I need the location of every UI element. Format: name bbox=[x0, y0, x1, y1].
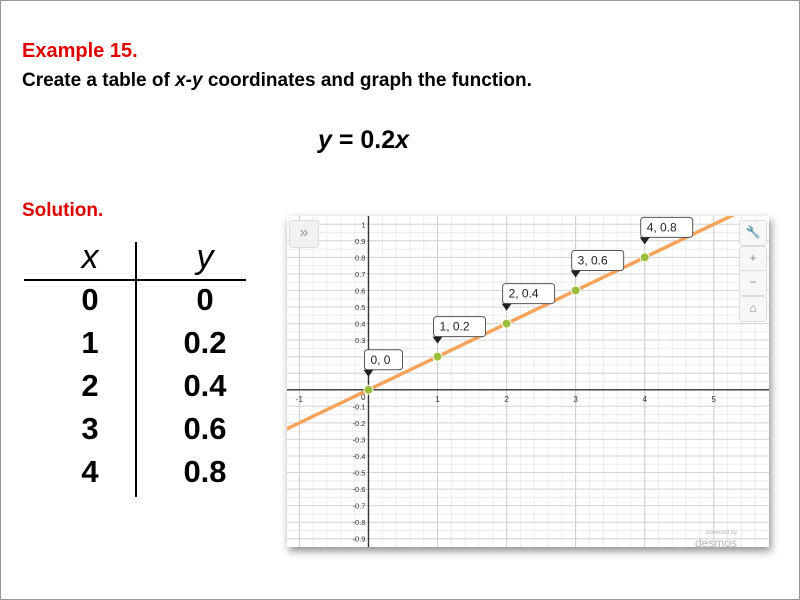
table-cell-y: 0.8 bbox=[183, 454, 227, 489]
table-row bbox=[24, 282, 246, 325]
instruction-pre: Create a table of bbox=[22, 70, 176, 91]
table-cell-y: 0.2 bbox=[183, 325, 227, 360]
y-tick-label: -0.3 bbox=[352, 435, 366, 445]
table-row bbox=[24, 368, 246, 411]
y-tick-label: 0.8 bbox=[355, 253, 366, 263]
x-tick-label: -1 bbox=[295, 394, 303, 404]
table-cell-x: 0 bbox=[81, 282, 99, 317]
x-tick-label: 1 bbox=[435, 394, 440, 404]
y-tick-label: 1 bbox=[361, 220, 366, 230]
y-tick-label: 0.5 bbox=[355, 303, 366, 313]
y-tick-label: 0.4 bbox=[355, 319, 366, 329]
x-tick-label: 2 bbox=[504, 394, 509, 404]
desmos-logo bbox=[695, 528, 737, 548]
powered-by-text: powered by bbox=[706, 530, 738, 536]
y-tick-label: 0.6 bbox=[355, 286, 366, 296]
graph-canvas[interactable] bbox=[287, 216, 769, 547]
y-tick-label: -0.9 bbox=[352, 534, 366, 544]
table-cell-x: 4 bbox=[81, 454, 99, 489]
point-label: 3, 0.6 bbox=[577, 253, 608, 268]
x-tick-label: 4 bbox=[642, 394, 647, 404]
point-label: 4, 0.8 bbox=[646, 220, 677, 235]
table-cell-y: 0.6 bbox=[183, 411, 227, 446]
table-cell-y: 0 bbox=[196, 282, 214, 317]
data-point bbox=[433, 352, 442, 361]
y-tick-label: 0.3 bbox=[355, 336, 366, 346]
wrench-icon[interactable]: 🔧 bbox=[739, 220, 767, 246]
instruction-post: coordinates and graph the function. bbox=[202, 70, 532, 91]
home-icon[interactable]: ⌂ bbox=[739, 296, 767, 322]
y-tick-label: -0.1 bbox=[352, 402, 366, 412]
origin-label: 0 bbox=[361, 392, 366, 402]
desmos-graph[interactable] bbox=[287, 216, 769, 550]
equation bbox=[318, 126, 409, 155]
data-point bbox=[364, 385, 373, 394]
table-cell-x: 1 bbox=[81, 325, 99, 360]
y-tick-label: -0.4 bbox=[352, 451, 366, 461]
table-header-x: x bbox=[81, 238, 99, 276]
point-label: 0, 0 bbox=[370, 352, 391, 367]
solution-label: Solution. bbox=[22, 200, 104, 221]
example-title: Example 15. bbox=[22, 40, 138, 62]
table-header-y: y bbox=[196, 238, 214, 276]
y-tick-label: -0.7 bbox=[352, 501, 366, 511]
point-label: 2, 0.4 bbox=[508, 286, 539, 301]
table-row bbox=[24, 411, 246, 454]
zoom-in-button[interactable]: + bbox=[739, 246, 767, 272]
y-tick-label: -0.6 bbox=[352, 485, 366, 495]
y-tick-label: -0.2 bbox=[352, 418, 366, 428]
y-tick-label: 0.9 bbox=[355, 236, 366, 246]
y-tick-label: -0.5 bbox=[352, 468, 366, 478]
instruction-var: x-y bbox=[175, 70, 203, 91]
data-point bbox=[571, 286, 580, 295]
table-row bbox=[24, 325, 246, 368]
equation-rhs: x bbox=[395, 126, 410, 154]
desmos-brand: desmos bbox=[695, 536, 738, 550]
instruction-text bbox=[22, 70, 532, 92]
table-cell-x: 3 bbox=[81, 411, 99, 446]
equation-lhs: y bbox=[318, 126, 332, 154]
point-label: 1, 0.2 bbox=[439, 319, 470, 334]
data-point bbox=[640, 253, 649, 262]
xy-table bbox=[24, 238, 246, 489]
y-tick-label: -0.8 bbox=[352, 518, 366, 528]
x-tick-label: 5 bbox=[711, 394, 716, 404]
x-tick-label: 3 bbox=[573, 394, 578, 404]
table-row bbox=[24, 454, 246, 497]
y-tick-label: 0.7 bbox=[355, 269, 366, 279]
expand-panel-button[interactable]: » bbox=[289, 220, 319, 248]
data-point bbox=[502, 319, 511, 328]
zoom-out-button[interactable]: − bbox=[739, 270, 767, 296]
table-cell-y: 0.4 bbox=[183, 368, 227, 403]
table-cell-x: 2 bbox=[81, 368, 99, 403]
equation-mid: = 0.2 bbox=[331, 126, 396, 154]
